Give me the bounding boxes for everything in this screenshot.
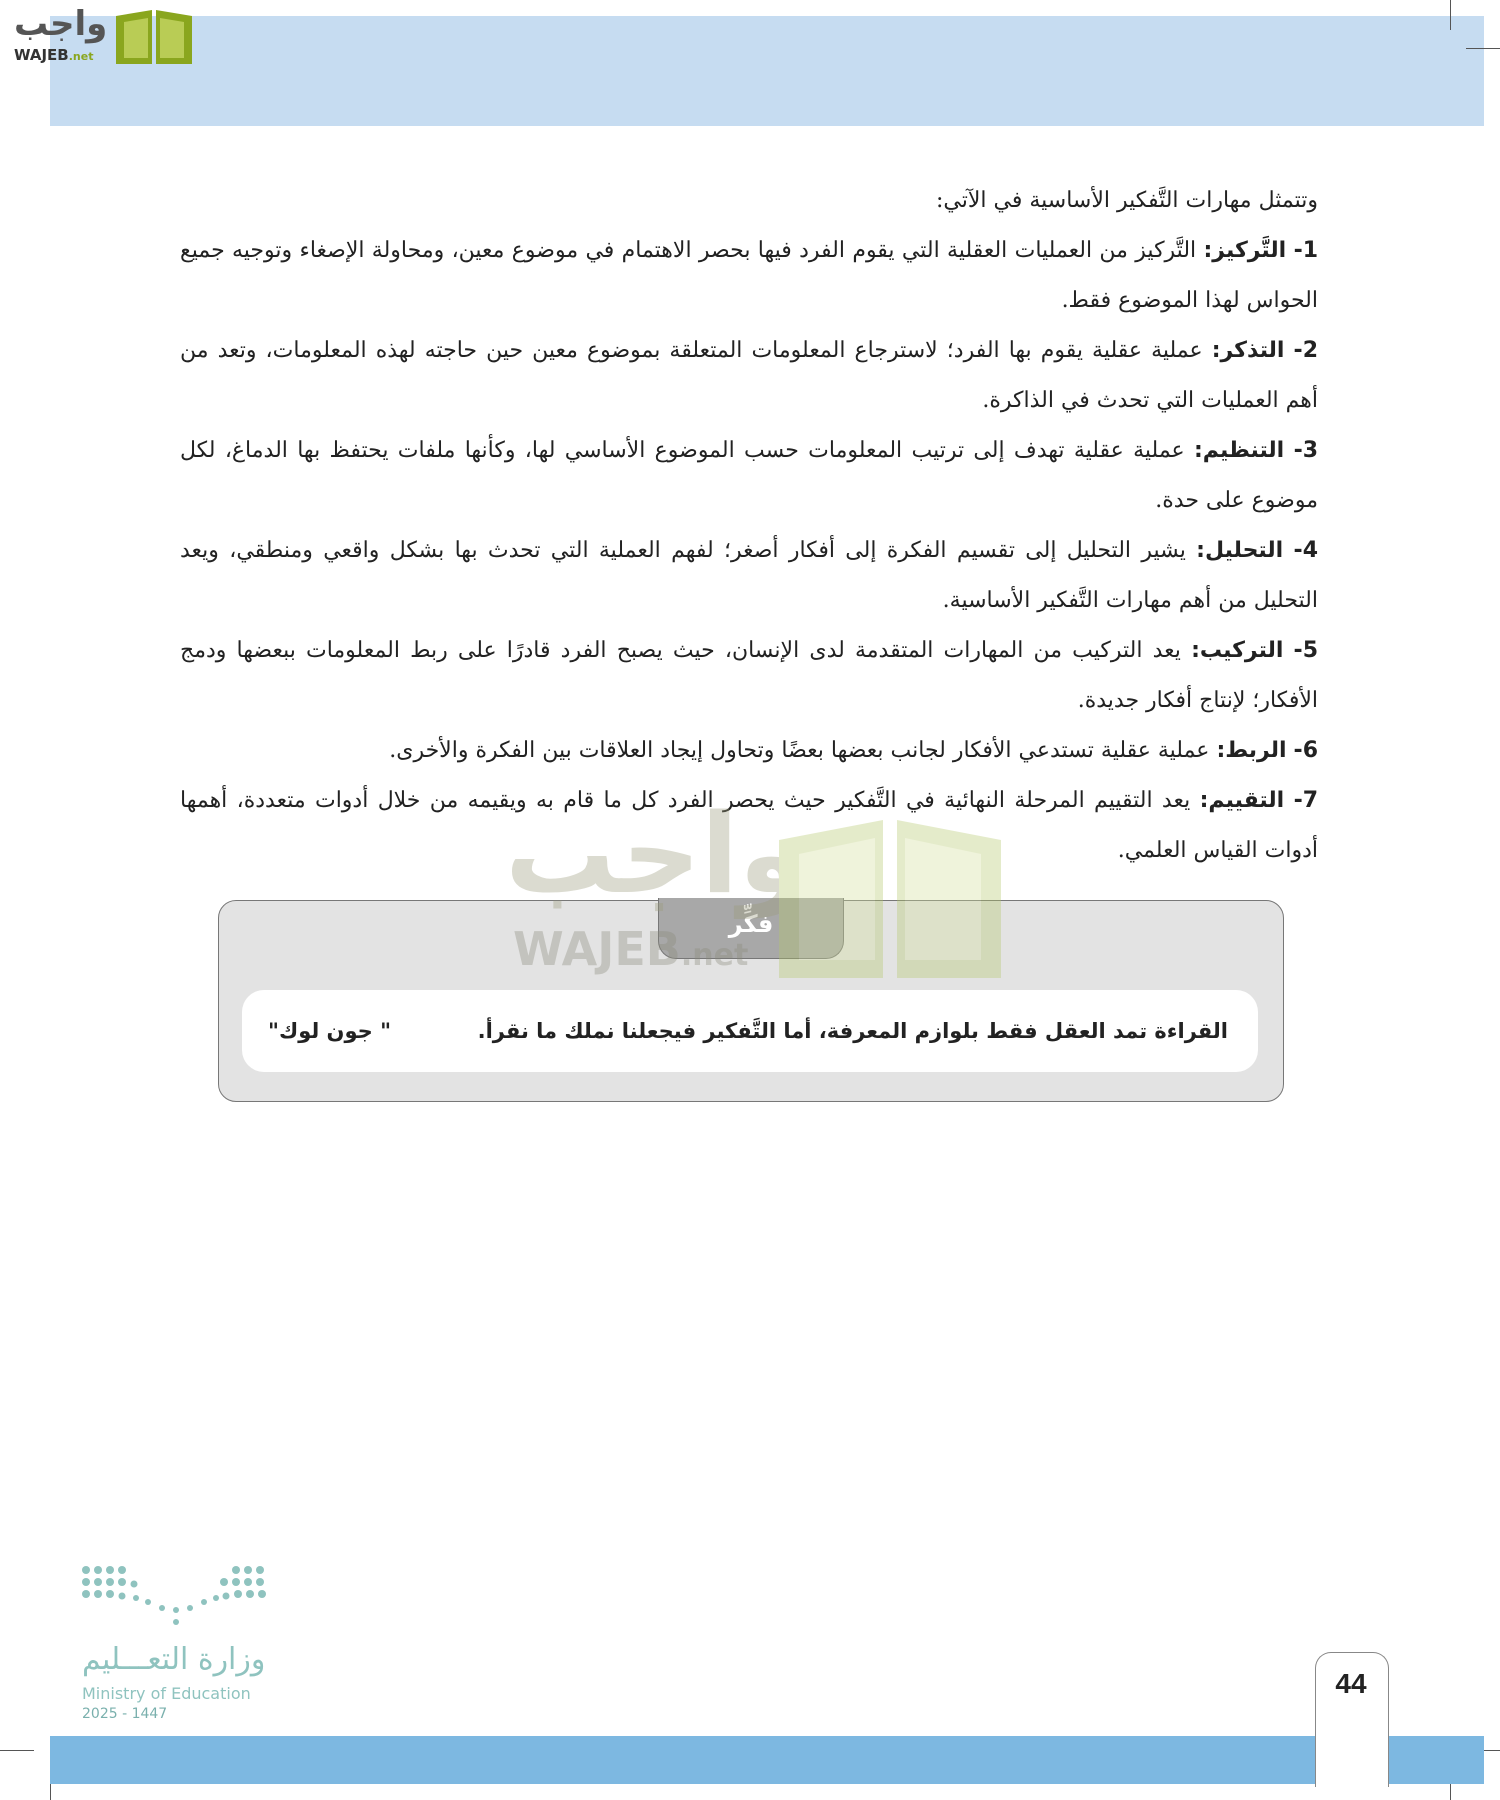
skill-number: 2- <box>1293 338 1318 363</box>
intro-line: وتتمثل مهارات التَّفكير الأساسية في الآتي: <box>935 188 1318 213</box>
page-number: 44 <box>1335 1668 1367 1699</box>
ministry-dots-icon <box>78 1560 268 1632</box>
crop-mark <box>1450 0 1451 30</box>
skill-term: التركيب: <box>1191 638 1284 663</box>
skill-term: التحليل: <box>1196 538 1284 563</box>
skill-description: عملية عقلية تهدف إلى ترتيب المعلومات حسب الموضوع الأساسي لها، وكأنها ملفات يحتفظ بها الدماغ، لكل موضوع على حدة. <box>180 438 1318 513</box>
crop-mark <box>0 1750 34 1751</box>
skill-description: عملية عقلية يقوم بها الفرد؛ لاسترجاع المعلومات المتعلقة بموضوع معين حين حاجته لهذه المعلومات، وتعد من أهم العمليات التي تحدث في الذاكرة. <box>180 338 1318 413</box>
skill-term: الربط: <box>1216 738 1287 763</box>
quote-text: القراءة تمد العقل فقط بلوازم المعرفة، أما التَّفكير فيجعلنا نملك ما نقرأ. <box>477 1019 1228 1043</box>
skills-text <box>180 176 1318 876</box>
skill-description: يعد التقييم المرحلة النهائية في التَّفكير حيث يحصر الفرد كل ما قام به ويقيمه من خلال أدوات متعددة، أهمها أدوات القياس العلمي. <box>180 788 1318 863</box>
skill-item <box>180 526 1318 626</box>
ministry-logo <box>78 1560 278 1730</box>
skill-item <box>180 626 1318 726</box>
skill-term: التَّركيز: <box>1203 238 1287 263</box>
footer-band <box>50 1736 1484 1784</box>
skill-description: التَّركيز من العمليات العقلية التي يقوم الفرد فيها بحصر الاهتمام في موضوع معين، ومحاولة الإصغاء وتوجيه جميع الحواس لهذا الموضوع فقط. <box>180 238 1318 313</box>
wajeb-logo[interactable] <box>8 4 193 70</box>
think-tab: فكِّر <box>658 898 844 959</box>
skill-term: التذكر: <box>1211 338 1285 363</box>
skill-item <box>180 726 1318 776</box>
skill-number: 6- <box>1293 738 1318 763</box>
watermark-arabic: واجب <box>505 790 807 918</box>
quote-author: " جون لوك" <box>268 1019 392 1043</box>
skill-term: التنظيم: <box>1194 438 1285 463</box>
header-band <box>50 16 1484 126</box>
skill-item <box>180 326 1318 426</box>
ministry-name-arabic: وزارة التعـــليم <box>82 1642 266 1677</box>
skill-number: 7- <box>1293 788 1319 813</box>
skill-number: 5- <box>1293 638 1318 663</box>
watermark-english: WAJEB.net <box>513 922 749 976</box>
skill-item <box>180 776 1318 876</box>
skill-number: 1- <box>1293 238 1319 263</box>
skill-number: 4- <box>1293 538 1318 563</box>
ministry-name-english: Ministry of Education <box>82 1684 251 1703</box>
skill-description: يشير التحليل إلى تقسيم الفكرة إلى أفكار أصغر؛ لفهم العملية التي تحدث بها بشكل واقعي ومنطقي، ويعد التحليل من أهم مهارات التَّفكير الأساسية. <box>180 538 1318 613</box>
ministry-year: 2025 - 1447 <box>82 1706 168 1722</box>
skill-item <box>180 426 1318 526</box>
wajeb-logo-english: WAJEB.net <box>14 46 94 64</box>
skill-item <box>180 226 1318 326</box>
skill-description: عملية عقلية تستدعي الأفكار لجانب بعضها بعضًا وتحاول إيجاد العلاقات بين الفكرة والأخرى. <box>389 738 1217 763</box>
skill-term: التقييم: <box>1199 788 1285 813</box>
crop-mark <box>1466 48 1500 49</box>
wajeb-logo-arabic: واجب <box>14 4 108 44</box>
skill-number: 3- <box>1293 438 1319 463</box>
quote-box <box>242 990 1258 1072</box>
book-icon <box>112 6 196 68</box>
skill-description: يعد التركيب من المهارات المتقدمة لدى الإنسان، حيث يصبح الفرد قادرًا على ربط المعلومات ببعضها ودمج الأفكار؛ لإنتاج أفكار جديدة. <box>180 638 1318 713</box>
